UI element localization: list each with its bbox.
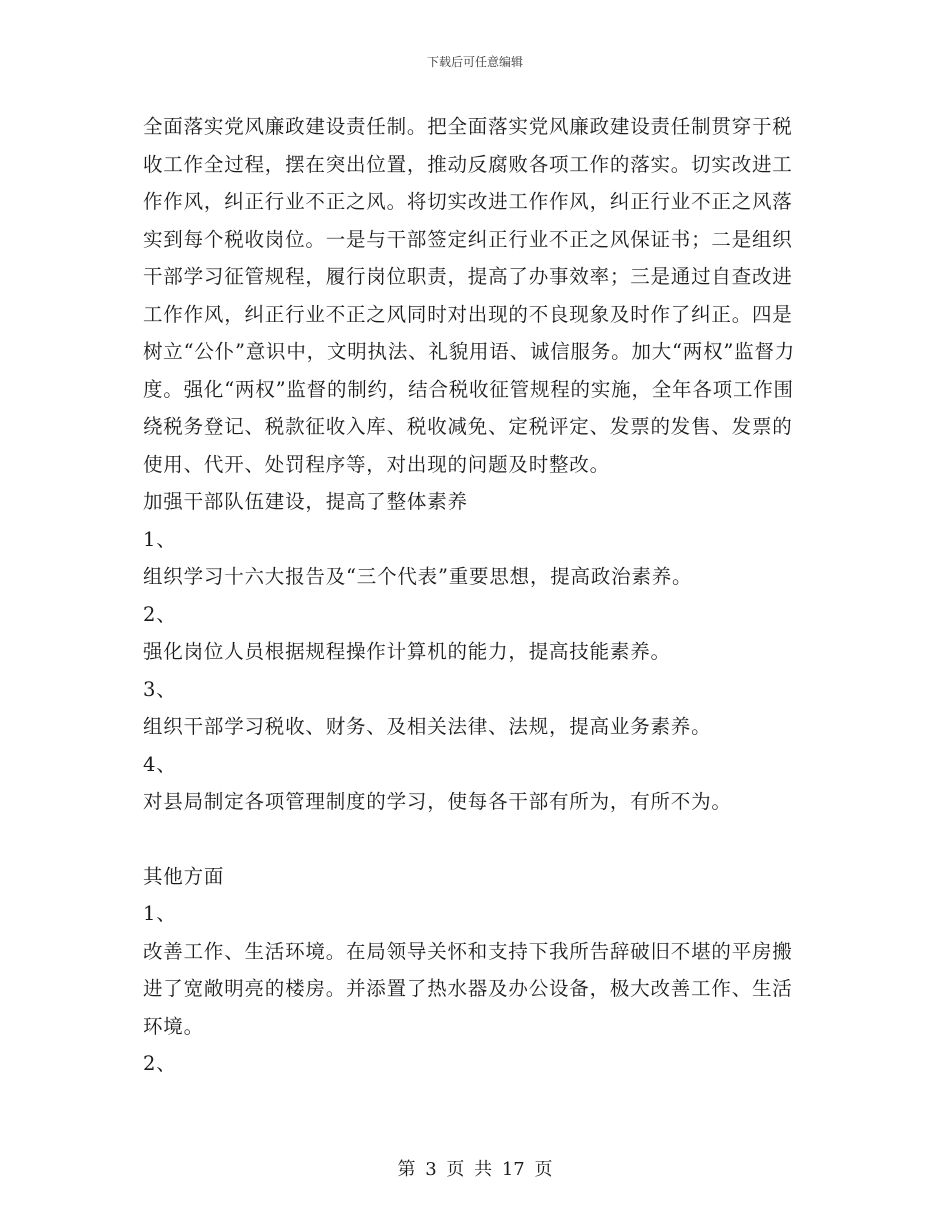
list-item: 组织干部学习税收、财务、及相关法律、法规，提高业务素养。 [143, 715, 712, 738]
list-number: 3、 [143, 677, 177, 701]
blank-line [143, 821, 807, 858]
list-number: 4、 [143, 752, 177, 776]
list-number: 1、 [143, 527, 177, 551]
document-body [143, 108, 807, 1083]
list-number: 2、 [143, 1052, 177, 1075]
list-item: 改善工作、生活环境。在局领导关怀和支持下我所告辞破旧不堪的平房搬进了宽敞明亮的楼房。并添置了热水器及办公设备，极大改善工作、生活环境。 [143, 939, 793, 1038]
paragraph-anti-corruption: 全面落实党风廉政建设责任制。把全面落实党风廉政建设责任制贯穿于税收工作全过程，摆在突出位置，推动反腐败各项工作的落实。切实改进工作作风，纠正行业不正之风。将切实改进工作作风，纠正行业不正之风落实到每个税收岗位。一是与干部签定纠正行业不正之风保证书；二是组织干部学习征管规程，履行岗位职责，提高了办事效率；三是通过自查改进工作作风，纠正行业不正之风同时对出现的不良现象及时作了纠正。四是树立“公仆”意识中，文明执法、礼貌用语、诚信服务。加大“两权”监督力度。强化“两权”监督的制约，结合税收征管规程的实施，全年各项工作围绕税务登记、税款征收入库、税收减免、定税评定、发票的发售、发票的使用、代开、处罚程序等，对出现的问题及时整改。 [143, 115, 796, 476]
list-number: 2、 [143, 602, 177, 626]
page-number-footer: 第 3 页 共 17 页 [397, 1159, 553, 1180]
page-header: 下载后可任意编辑 [426, 55, 523, 69]
list-item: 组织学习十六大报告及“三个代表”重要思想，提高政治素养。 [143, 565, 693, 588]
list-item: 强化岗位人员根据规程操作计算机的能力，提高技能素养。 [143, 640, 671, 663]
section-title-other: 其他方面 [143, 864, 225, 888]
section-title-team-building: 加强干部队伍建设，提高了整体素养 [143, 490, 468, 513]
list-item: 对县局制定各项管理制度的学习，使每各干部有所为，有所不为。 [143, 790, 732, 813]
list-number: 1、 [143, 902, 177, 925]
